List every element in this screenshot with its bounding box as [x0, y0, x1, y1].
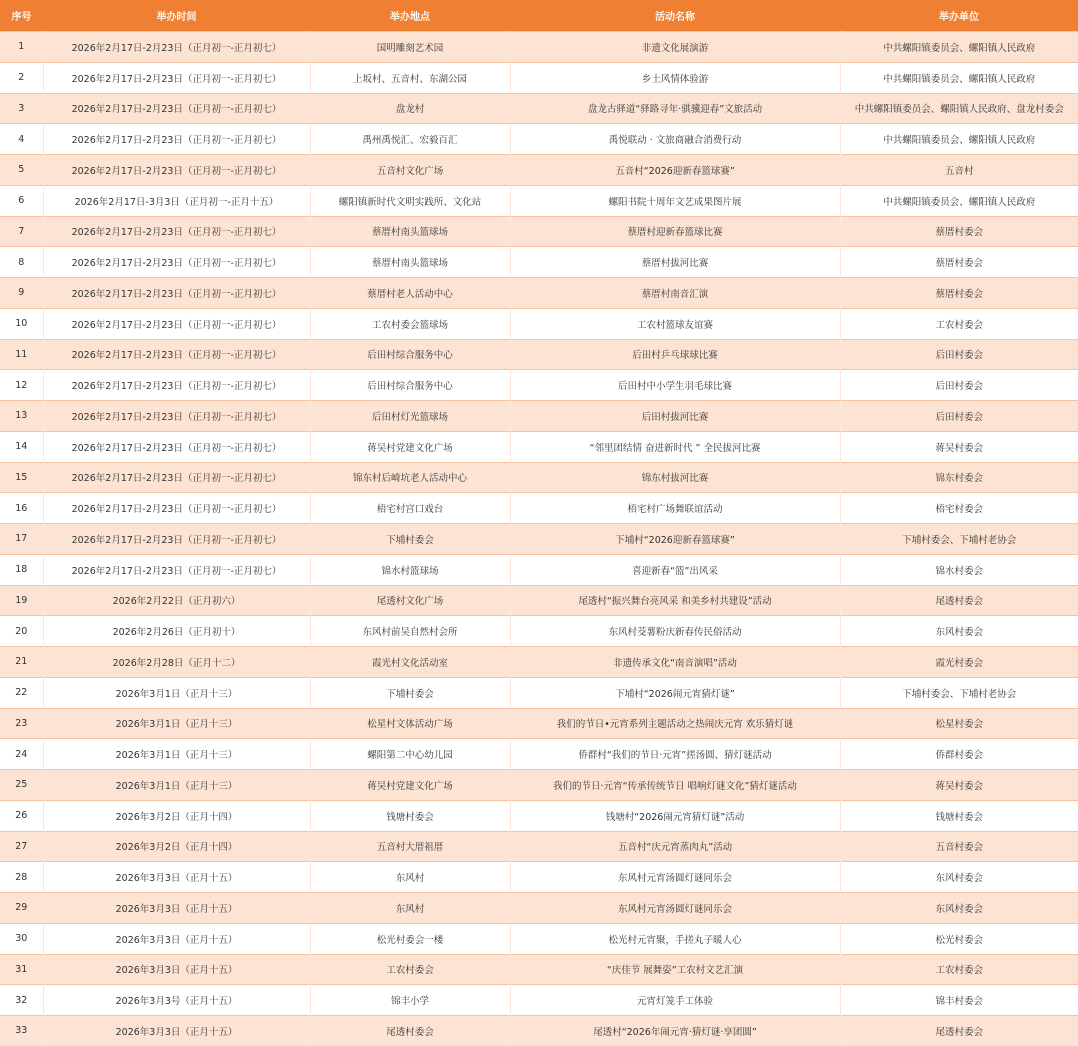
- cell-time: 2026年2月17日-2月23日（正月初一-正月初七）: [43, 554, 310, 585]
- cell-activity: 禹悦联动 · 文旅商融合消费行动: [510, 124, 840, 155]
- cell-time: 2026年3月1日（正月十三）: [43, 770, 310, 801]
- cell-organizer: 霞光村委会: [840, 647, 1078, 678]
- cell-organizer: 侨群村委会: [840, 739, 1078, 770]
- cell-organizer: 锦丰村委会: [840, 985, 1078, 1016]
- cell-index: 32: [0, 985, 43, 1016]
- cell-activity: 喜迎新春“篮”出风采: [510, 554, 840, 585]
- cell-location: 下埔村委会: [310, 677, 510, 708]
- cell-index: 27: [0, 831, 43, 862]
- cell-location: 上坂村、五音村、东湖公园: [310, 62, 510, 93]
- cell-index: 31: [0, 954, 43, 985]
- table-row: [0, 462, 1078, 493]
- cell-organizer: 后田村委会: [840, 401, 1078, 432]
- cell-time: 2026年2月17日-2月23日（正月初一-正月初七）: [43, 339, 310, 370]
- header-location: 举办地点: [310, 0, 510, 32]
- cell-index: 15: [0, 462, 43, 493]
- cell-index: 22: [0, 677, 43, 708]
- cell-activity: 五音村“2026迎新春篮球赛”: [510, 155, 840, 186]
- cell-index: 14: [0, 431, 43, 462]
- cell-time: 2026年3月3日（正月十五）: [43, 923, 310, 954]
- cell-organizer: 工农村委会: [840, 308, 1078, 339]
- cell-activity: 非遗文化展演游: [510, 32, 840, 63]
- cell-index: 20: [0, 616, 43, 647]
- cell-activity: 松光村元宵聚，手搓丸子暖人心: [510, 923, 840, 954]
- cell-activity: 蔡厝村拔河比赛: [510, 247, 840, 278]
- table-row: [0, 554, 1078, 585]
- cell-location: 五音村大厝祖厝: [310, 831, 510, 862]
- cell-organizer: 东风村委会: [840, 616, 1078, 647]
- cell-organizer: 梧宅村委会: [840, 493, 1078, 524]
- cell-index: 9: [0, 278, 43, 309]
- table-row: [0, 155, 1078, 186]
- cell-activity: 螺阳书院十周年文艺成果图片展: [510, 185, 840, 216]
- cell-time: 2026年2月17日-2月23日（正月初一-正月初七）: [43, 493, 310, 524]
- cell-activity: 五音村“庆元宵蒸肉丸”活动: [510, 831, 840, 862]
- cell-index: 16: [0, 493, 43, 524]
- cell-organizer: 东风村委会: [840, 862, 1078, 893]
- cell-index: 18: [0, 554, 43, 585]
- table-row: [0, 739, 1078, 770]
- cell-organizer: 蔡厝村委会: [840, 216, 1078, 247]
- cell-index: 26: [0, 800, 43, 831]
- cell-time: 2026年3月3日（正月十五）: [43, 1016, 310, 1046]
- cell-activity: “邻里团结情 奋进新时代 ” 全民拔河比赛: [510, 431, 840, 462]
- table-row: [0, 247, 1078, 278]
- cell-index: 23: [0, 708, 43, 739]
- cell-organizer: 尾透村委会: [840, 1016, 1078, 1046]
- table-row: [0, 124, 1078, 155]
- cell-location: 螺阳第二中心幼儿园: [310, 739, 510, 770]
- cell-location: 钱塘村委会: [310, 800, 510, 831]
- cell-activity: 盘龙古驿道“驿路寻年·骐骥迎春”文旅活动: [510, 93, 840, 124]
- cell-time: 2026年2月17日-2月23日（正月初一-正月初七）: [43, 370, 310, 401]
- table-row: [0, 800, 1078, 831]
- cell-activity: 乡土风情体验游: [510, 62, 840, 93]
- table-row: [0, 770, 1078, 801]
- cell-activity: “庆佳节 展舞姿”工农村文艺汇演: [510, 954, 840, 985]
- table-row: [0, 616, 1078, 647]
- cell-organizer: 下埔村委会、下埔村老协会: [840, 677, 1078, 708]
- cell-activity: 非遗传承文化“南音演唱”活动: [510, 647, 840, 678]
- cell-index: 3: [0, 93, 43, 124]
- table-row: [0, 216, 1078, 247]
- cell-time: 2026年2月17日-2月23日（正月初一-正月初七）: [43, 62, 310, 93]
- cell-organizer: 钱塘村委会: [840, 800, 1078, 831]
- cell-activity: 我们的节日·元宵“传承传统节日 唱响灯谜文化”猜灯谜活动: [510, 770, 840, 801]
- cell-location: 蔡厝村老人活动中心: [310, 278, 510, 309]
- cell-organizer: 中共螺阳镇委员会、螺阳镇人民政府、盘龙村委会: [840, 93, 1078, 124]
- cell-organizer: 五音村委会: [840, 831, 1078, 862]
- cell-location: 禹州禹悦汇、宏毅百汇: [310, 124, 510, 155]
- cell-index: 5: [0, 155, 43, 186]
- cell-location: 松星村文体活动广场: [310, 708, 510, 739]
- cell-time: 2026年2月17日-2月23日（正月初一-正月初七）: [43, 32, 310, 63]
- cell-index: 2: [0, 62, 43, 93]
- cell-activity: 侨群村“我们的节日·元宵”搓汤圆、猜灯谜活动: [510, 739, 840, 770]
- cell-time: 2026年2月26日（正月初十）: [43, 616, 310, 647]
- cell-time: 2026年2月22日（正月初六）: [43, 585, 310, 616]
- table-row: [0, 985, 1078, 1016]
- cell-organizer: 尾透村委会: [840, 585, 1078, 616]
- cell-time: 2026年3月2日（正月十四）: [43, 831, 310, 862]
- cell-location: 螺阳镇新时代文明实践所、文化站: [310, 185, 510, 216]
- cell-time: 2026年2月17日-2月23日（正月初一-正月初七）: [43, 155, 310, 186]
- cell-activity: 东风村茭薯粉庆新春传民俗活动: [510, 616, 840, 647]
- cell-organizer: 工农村委会: [840, 954, 1078, 985]
- table-row: [0, 278, 1078, 309]
- table-row: [0, 62, 1078, 93]
- table-row: [0, 831, 1078, 862]
- cell-organizer: 东风村委会: [840, 893, 1078, 924]
- cell-activity: 钱塘村“2026闹元宵猜灯谜”活动: [510, 800, 840, 831]
- cell-index: 28: [0, 862, 43, 893]
- cell-index: 1: [0, 32, 43, 63]
- cell-index: 21: [0, 647, 43, 678]
- cell-location: 蔡厝村南头篮球场: [310, 247, 510, 278]
- cell-location: 锦水村篮球场: [310, 554, 510, 585]
- cell-activity: 下埔村“2026闹元宵猜灯谜”: [510, 677, 840, 708]
- cell-time: 2026年2月17日-2月23日（正月初一-正月初七）: [43, 216, 310, 247]
- cell-activity: 我们的节日•元宵系列主题活动之热闹庆元宵 欢乐猜灯谜: [510, 708, 840, 739]
- table-row: [0, 370, 1078, 401]
- cell-location: 国明雕刻艺术园: [310, 32, 510, 63]
- cell-time: 2026年3月1日（正月十三）: [43, 739, 310, 770]
- header-activity: 活动名称: [510, 0, 840, 32]
- cell-time: 2026年3月3号（正月十五）: [43, 985, 310, 1016]
- cell-organizer: 后田村委会: [840, 370, 1078, 401]
- table-row: [0, 647, 1078, 678]
- cell-index: 25: [0, 770, 43, 801]
- cell-activity: 东风村元宵汤圆灯谜同乐会: [510, 893, 840, 924]
- table-row: [0, 677, 1078, 708]
- table-row: [0, 32, 1078, 63]
- cell-index: 33: [0, 1016, 43, 1046]
- cell-index: 24: [0, 739, 43, 770]
- cell-activity: 元宵灯笼手工体验: [510, 985, 840, 1016]
- cell-index: 17: [0, 524, 43, 555]
- cell-location: 东风村: [310, 862, 510, 893]
- cell-organizer: 五音村: [840, 155, 1078, 186]
- cell-organizer: 锦水村委会: [840, 554, 1078, 585]
- table-row: [0, 308, 1078, 339]
- cell-location: 东风村前吴自然村会所: [310, 616, 510, 647]
- cell-time: 2026年2月17日-3月3日（正月初一-正月十五）: [43, 185, 310, 216]
- table-header-row: [0, 0, 1078, 32]
- cell-location: 梧宅村宫口戏台: [310, 493, 510, 524]
- header-time: 举办时间: [43, 0, 310, 32]
- cell-organizer: 中共螺阳镇委员会、螺阳镇人民政府: [840, 62, 1078, 93]
- table-row: [0, 493, 1078, 524]
- cell-location: 后田村灯光篮球场: [310, 401, 510, 432]
- table-row: [0, 585, 1078, 616]
- cell-index: 6: [0, 185, 43, 216]
- cell-organizer: 蔡厝村委会: [840, 278, 1078, 309]
- cell-location: 尾透村委会: [310, 1016, 510, 1046]
- cell-index: 12: [0, 370, 43, 401]
- cell-location: 锦东村后崎坑老人活动中心: [310, 462, 510, 493]
- cell-index: 4: [0, 124, 43, 155]
- cell-activity: 后田村中小学生羽毛球比赛: [510, 370, 840, 401]
- cell-location: 下埔村委会: [310, 524, 510, 555]
- cell-time: 2026年3月3日（正月十五）: [43, 893, 310, 924]
- cell-index: 7: [0, 216, 43, 247]
- cell-organizer: 蔡厝村委会: [840, 247, 1078, 278]
- cell-index: 8: [0, 247, 43, 278]
- cell-location: 松光村委会一楼: [310, 923, 510, 954]
- cell-time: 2026年2月28日（正月十二）: [43, 647, 310, 678]
- table-row: [0, 339, 1078, 370]
- table-row: [0, 185, 1078, 216]
- cell-time: 2026年2月17日-2月23日（正月初一-正月初七）: [43, 308, 310, 339]
- cell-organizer: 蒋吴村委会: [840, 770, 1078, 801]
- cell-time: 2026年3月3日（正月十五）: [43, 862, 310, 893]
- table-row: [0, 1016, 1078, 1046]
- cell-activity: 工农村篮球友谊赛: [510, 308, 840, 339]
- cell-index: 13: [0, 401, 43, 432]
- table-row: [0, 862, 1078, 893]
- cell-organizer: 蒋吴村委会: [840, 431, 1078, 462]
- table-row: [0, 708, 1078, 739]
- cell-time: 2026年2月17日-2月23日（正月初一-正月初七）: [43, 247, 310, 278]
- cell-time: 2026年3月1日（正月十三）: [43, 677, 310, 708]
- cell-location: 尾透村文化广场: [310, 585, 510, 616]
- cell-location: 工农村委会篮球场: [310, 308, 510, 339]
- table-row: [0, 401, 1078, 432]
- table-body: [0, 32, 1078, 1046]
- cell-activity: 蔡厝村南音汇演: [510, 278, 840, 309]
- table-row: [0, 923, 1078, 954]
- cell-location: 五音村文化广场: [310, 155, 510, 186]
- cell-location: 锦丰小学: [310, 985, 510, 1016]
- cell-index: 10: [0, 308, 43, 339]
- cell-time: 2026年2月17日-2月23日（正月初一-正月初七）: [43, 431, 310, 462]
- cell-location: 东风村: [310, 893, 510, 924]
- cell-time: 2026年3月2日（正月十四）: [43, 800, 310, 831]
- cell-location: 霞光村文化活动室: [310, 647, 510, 678]
- cell-time: 2026年2月17日-2月23日（正月初一-正月初七）: [43, 124, 310, 155]
- cell-activity: 东风村元宵汤圆灯谜同乐会: [510, 862, 840, 893]
- cell-location: 工农村委会: [310, 954, 510, 985]
- cell-location: 后田村综合服务中心: [310, 370, 510, 401]
- cell-time: 2026年3月1日（正月十三）: [43, 708, 310, 739]
- cell-organizer: 松星村委会: [840, 708, 1078, 739]
- cell-location: 后田村综合服务中心: [310, 339, 510, 370]
- cell-location: 蔡厝村南头篮球场: [310, 216, 510, 247]
- cell-index: 11: [0, 339, 43, 370]
- cell-time: 2026年3月3日（正月十五）: [43, 954, 310, 985]
- cell-time: 2026年2月17日-2月23日（正月初一-正月初七）: [43, 93, 310, 124]
- header-organizer: 举办单位: [840, 0, 1078, 32]
- cell-location: 盘龙村: [310, 93, 510, 124]
- table-row: [0, 954, 1078, 985]
- cell-index: 30: [0, 923, 43, 954]
- cell-activity: 尾透村“振兴舞台亮风采 和美乡村共建设”活动: [510, 585, 840, 616]
- table-row: [0, 893, 1078, 924]
- cell-index: 29: [0, 893, 43, 924]
- cell-location: 蒋吴村党建文化广场: [310, 431, 510, 462]
- cell-index: 19: [0, 585, 43, 616]
- cell-time: 2026年2月17日-2月23日（正月初一-正月初七）: [43, 524, 310, 555]
- cell-organizer: 锦东村委会: [840, 462, 1078, 493]
- cell-organizer: 中共螺阳镇委员会、螺阳镇人民政府: [840, 124, 1078, 155]
- cell-organizer: 松光村委会: [840, 923, 1078, 954]
- table-row: [0, 524, 1078, 555]
- cell-activity: 后田村拔河比赛: [510, 401, 840, 432]
- cell-time: 2026年2月17日-2月23日（正月初一-正月初七）: [43, 401, 310, 432]
- cell-time: 2026年2月17日-2月23日（正月初一-正月初七）: [43, 462, 310, 493]
- cell-organizer: 后田村委会: [840, 339, 1078, 370]
- cell-time: 2026年2月17日-2月23日（正月初一-正月初七）: [43, 278, 310, 309]
- cell-activity: 梧宅村广场舞联谊活动: [510, 493, 840, 524]
- cell-organizer: 下埔村委会、下埔村老协会: [840, 524, 1078, 555]
- cell-activity: 下埔村“2026迎新春篮球赛”: [510, 524, 840, 555]
- header-index: 序号: [0, 0, 43, 32]
- cell-activity: 尾透村“2026年闹元宵·猜灯谜·享团圆”: [510, 1016, 840, 1046]
- table-row: [0, 431, 1078, 462]
- table-row: [0, 93, 1078, 124]
- cell-location: 蒋吴村党建文化广场: [310, 770, 510, 801]
- cell-activity: 后田村乒乓球球比赛: [510, 339, 840, 370]
- cell-activity: 蔡厝村迎新春篮球比赛: [510, 216, 840, 247]
- cell-organizer: 中共螺阳镇委员会、螺阳镇人民政府: [840, 32, 1078, 63]
- cell-organizer: 中共螺阳镇委员会、螺阳镇人民政府: [840, 185, 1078, 216]
- cell-activity: 锦东村拔河比赛: [510, 462, 840, 493]
